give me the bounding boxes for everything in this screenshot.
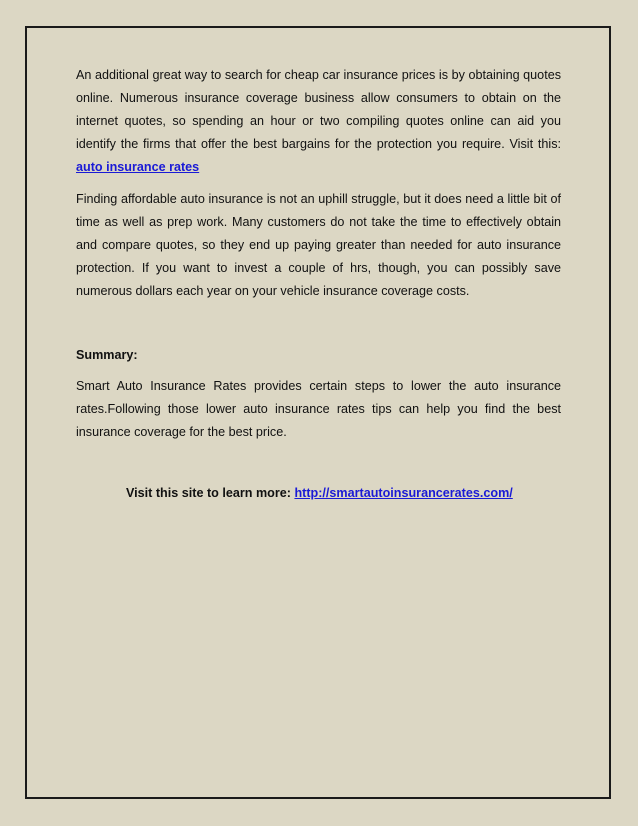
visit-site-label: Visit this site to learn more: — [126, 486, 295, 500]
page-border — [25, 26, 611, 799]
paragraph-affordable: Finding affordable auto insurance is not an uphill struggle, but it does need a little bit of time as well as prep work. Many customers do not take the time to effectively obtain and compare quotes, so they end up paying greater than needed for auto insurance protection. If you want to invest a couple of hrs, though, you can possibly save numerous dollars each year on your vehicle insurance coverage costs. — [76, 192, 561, 298]
site-url-link[interactable]: http://smartautoinsurancerates.com/ — [294, 486, 513, 500]
paragraph-intro-text: An additional great way to search for cheap car insurance prices is by obtaining quotes online. Numerous insurance coverage business allow consumers to obtain on the internet quotes, so spending an hour or two compiling quotes online can aid you identify the firms that offer the best bargains for the protection you require. Visit this: — [76, 68, 561, 151]
document-body — [76, 64, 561, 505]
summary-text: Smart Auto Insurance Rates provides certain steps to lower the auto insurance rates.Following those lower auto insurance rates tips can help you find the best insurance coverage for the best price. — [76, 379, 561, 439]
paragraph-intro — [76, 64, 561, 179]
auto-insurance-rates-link[interactable]: auto insurance rates — [76, 160, 200, 174]
summary-heading: Summary: — [76, 348, 138, 362]
visit-site-line — [76, 482, 561, 505]
